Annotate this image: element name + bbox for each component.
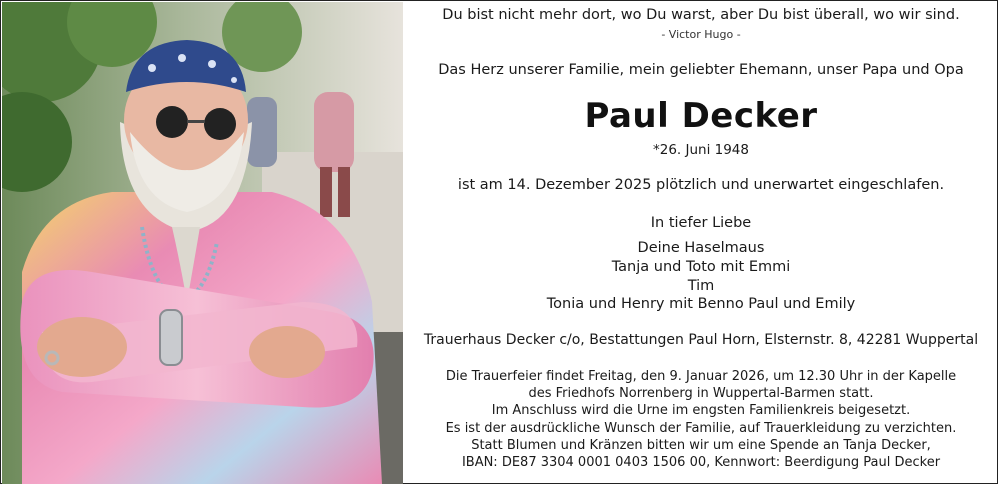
mourner-line: Deine Haselmaus [637, 240, 765, 256]
funeral-details [404, 368, 998, 471]
quote: Du bist nicht mehr dort, wo Du warst, aber Du bist überall, wo wir sind. [442, 7, 960, 23]
details-line: des Friedhofs Norrenberg in Wuppertal-Barmen statt. [528, 386, 874, 402]
intro-line: Das Herz unserer Familie, mein geliebter Ehemann, unser Papa und Opa [438, 62, 964, 78]
obituary-text [404, 0, 998, 486]
love-line: In tiefer Liebe [650, 215, 752, 231]
mourners-list [404, 239, 998, 314]
mourning-address: Trauerhaus Decker c/o, Bestattungen Paul Horn, Elsternstr. 8, 42281 Wuppertal [423, 332, 979, 348]
details-line: Im Anschluss wird die Urne im engsten Familienkreis beigesetzt. [491, 403, 911, 419]
mourner-line: Tonia und Henry mit Benno Paul und Emily [546, 296, 856, 313]
death-statement: ist am 14. Dezember 2025 plötzlich und unerwartet eingeschlafen. [457, 177, 945, 193]
portrait-photo [2, 2, 403, 484]
details-line: Es ist der ausdrückliche Wunsch der Familie, auf Trauerkleidung zu verzichten. [445, 420, 957, 436]
deceased-name: Paul Decker [584, 96, 818, 136]
mourner-line: Tim [687, 277, 715, 294]
details-line: Die Trauerfeier findet Freitag, den 9. Januar 2026, um 12.30 Uhr in der Kapelle [445, 369, 957, 384]
details-line: IBAN: DE87 3304 0001 0403 1506 00, Kennwort: Beerdigung Paul Decker [461, 455, 941, 471]
details-line: Statt Blumen und Kränzen bitten wir um eine Spende an Tanja Decker, [471, 437, 931, 453]
mourner-line: Tanja und Toto mit Emmi [611, 258, 791, 275]
quote-author: - Victor Hugo - [661, 28, 741, 41]
birth-date: *26. Juni 1948 [652, 142, 749, 158]
